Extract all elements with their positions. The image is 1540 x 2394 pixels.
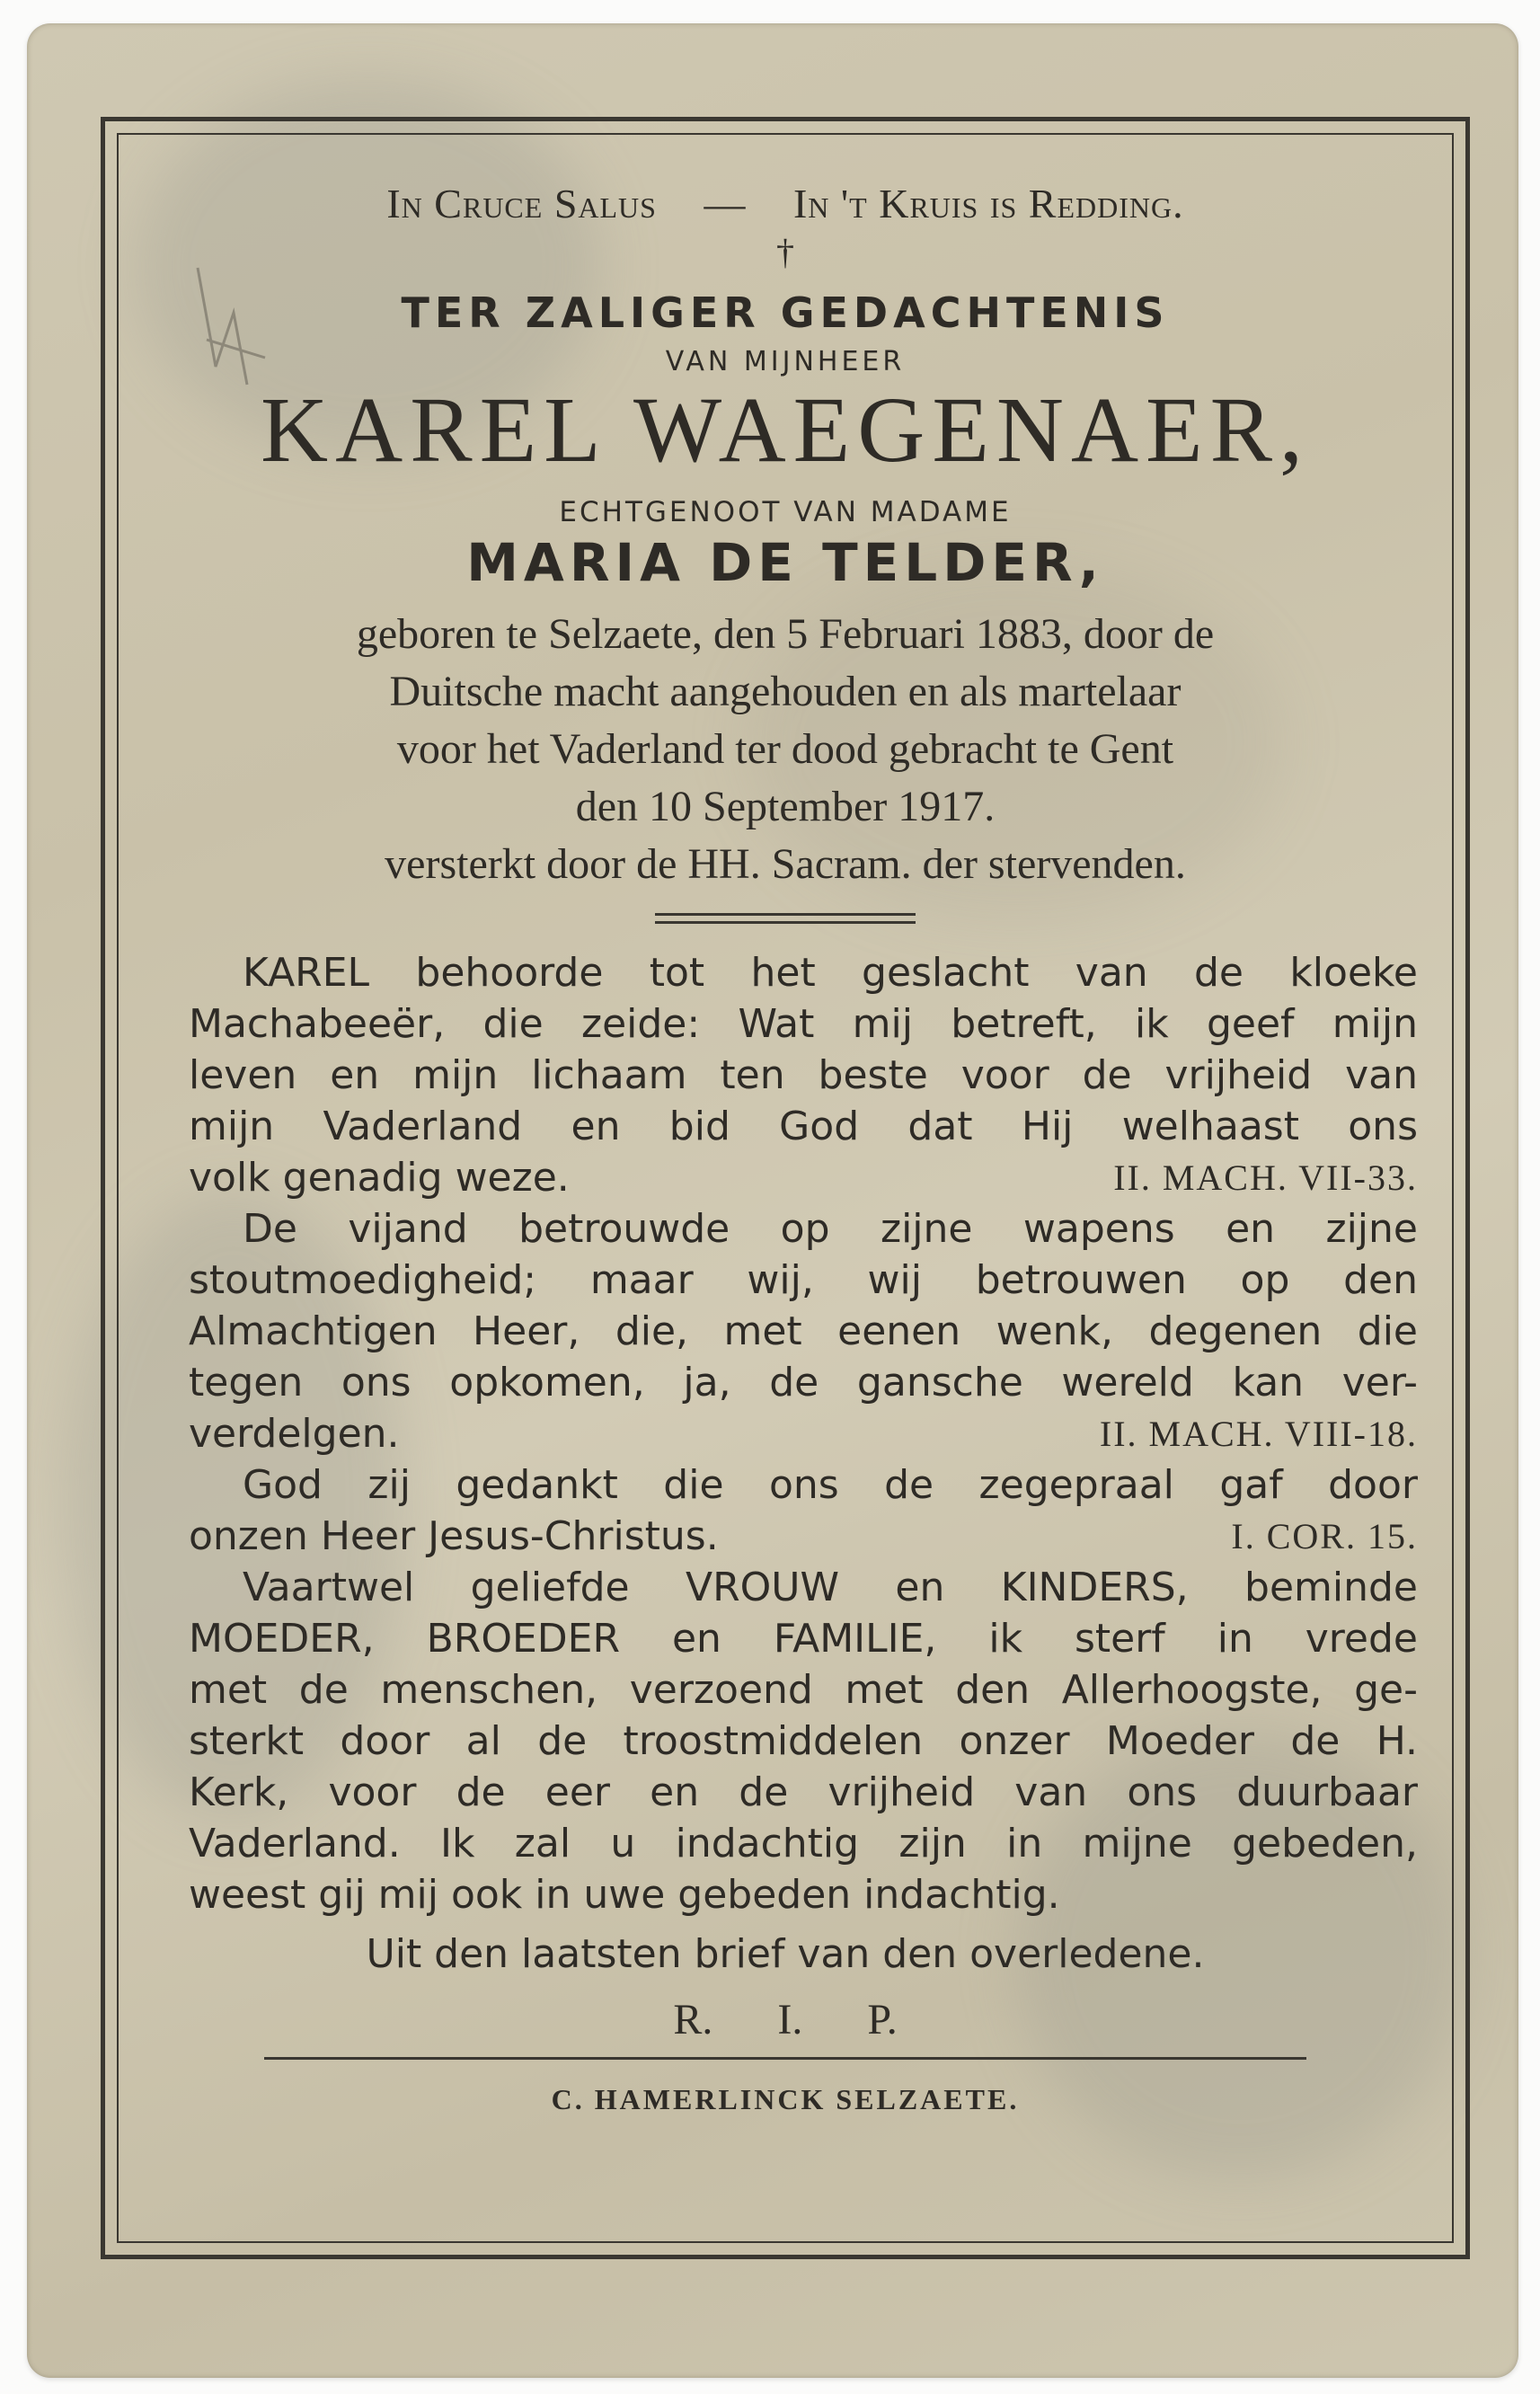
bible-reference: I. COR. 15.	[1231, 1516, 1418, 1556]
double-divider	[655, 913, 916, 924]
paragraph-line: Vaderland. Ik zal u indachtig zijn in mijne gebeden,	[189, 1821, 1418, 1866]
paragraph-line: stoutmoedigheid; maar wij, wij betrouwen op den	[189, 1257, 1418, 1303]
closing-note: Uit den laatsten brief van den overledene.	[366, 1931, 1205, 1977]
bio-line: den 10 September 1917.	[575, 783, 996, 830]
paragraph-line: met de menschen, verzoend met den Allerhoogste, ge-	[189, 1667, 1418, 1713]
motto-dutch: In 't Kruis is Redding.	[792, 181, 1184, 226]
cross-icon: †	[776, 232, 794, 272]
paragraph-line: MOEDER, BROEDER en FAMILIE, ik sterf in vrede	[189, 1616, 1418, 1662]
paragraph-last-line	[189, 1511, 1418, 1562]
motto-dash: —	[704, 181, 747, 226]
paragraph-line: leven en mijn lichaam ten beste voor de vrijheid van	[189, 1052, 1418, 1098]
paragraph-line: tegen ons opkomen, ja, de gansche wereld kan ver-	[189, 1360, 1418, 1405]
paragraph-line: KAREL behoorde tot het geslacht van de kloeke	[243, 950, 1418, 996]
bible-reference: II. MACH. VIII-18.	[1099, 1414, 1418, 1454]
paragraph-line: Kerk, voor de eer en de vrijheid van ons duurbaar	[189, 1769, 1418, 1815]
bio-line: Duitsche macht aangehouden en als martelaar	[389, 668, 1182, 715]
quote-paragraph-2	[153, 1203, 1418, 1459]
paragraph-line: Vaartwel geliefde VROUW en KINDERS, beminde	[243, 1565, 1418, 1610]
paragraph-line: Almachtigen Heer, die, met eenen wenk, degenen die	[189, 1308, 1418, 1354]
deceased-name: KAREL WAEGENAER,	[261, 378, 1310, 482]
paragraph-line: Machabeeër, die zeide: Wat mij betreft, ik geef mijn	[189, 1001, 1418, 1047]
farewell-paragraph	[153, 1562, 1418, 1920]
paragraph-line: weest gij mij ook in uwe gebeden indachtig.	[189, 1872, 1060, 1918]
paragraph-line: verdelgen.	[189, 1411, 400, 1457]
card-content	[153, 158, 1418, 2116]
motto-latin: In Cruce Salus	[386, 181, 657, 226]
spouse-name: MARIA DE TELDER,	[466, 532, 1104, 593]
paragraph-line: God zij gedankt die ons de zegepraal gaf door	[243, 1462, 1418, 1508]
motto-line	[153, 180, 1418, 227]
bible-reference: II. MACH. VII-33.	[1113, 1157, 1418, 1198]
memorial-subheading: VAN MIJNHEER	[665, 346, 906, 377]
quote-paragraph-3	[153, 1459, 1418, 1562]
memorial-heading: TER ZALIGER GEDACHTENIS	[401, 288, 1170, 337]
printer-imprint: C. HAMERLINCK SELZAETE.	[551, 2083, 1020, 2115]
spouse-label: ECHTGENOOT VAN MADAME	[559, 496, 1012, 528]
biography	[153, 606, 1418, 893]
rip-text: R. I. P.	[673, 1996, 898, 2044]
bio-line: voor het Vaderland ter dood gebracht te Gent	[396, 725, 1174, 773]
paragraph-line: volk genadig weze.	[189, 1155, 570, 1201]
paragraph-line: De vijand betrouwde op zijne wapens en zijne	[243, 1206, 1418, 1252]
bio-line: versterkt door de HH. Sacram. der stervenden.	[385, 840, 1186, 888]
paragraph-last-line	[189, 1152, 1418, 1203]
paragraph-line: mijn Vaderland en bid God dat Hij welhaast ons	[189, 1104, 1418, 1149]
paragraph-last-line	[189, 1408, 1418, 1459]
paragraph-line: onzen Heer Jesus-Christus.	[189, 1513, 719, 1559]
bottom-divider	[264, 2057, 1306, 2060]
quote-paragraph-1	[153, 947, 1418, 1203]
memorial-card	[27, 23, 1518, 2378]
bio-line: geboren te Selzaete, den 5 Februari 1883, door de	[356, 610, 1215, 658]
paragraph-line: sterkt door al de troostmiddelen onzer Moeder de H.	[189, 1718, 1418, 1764]
